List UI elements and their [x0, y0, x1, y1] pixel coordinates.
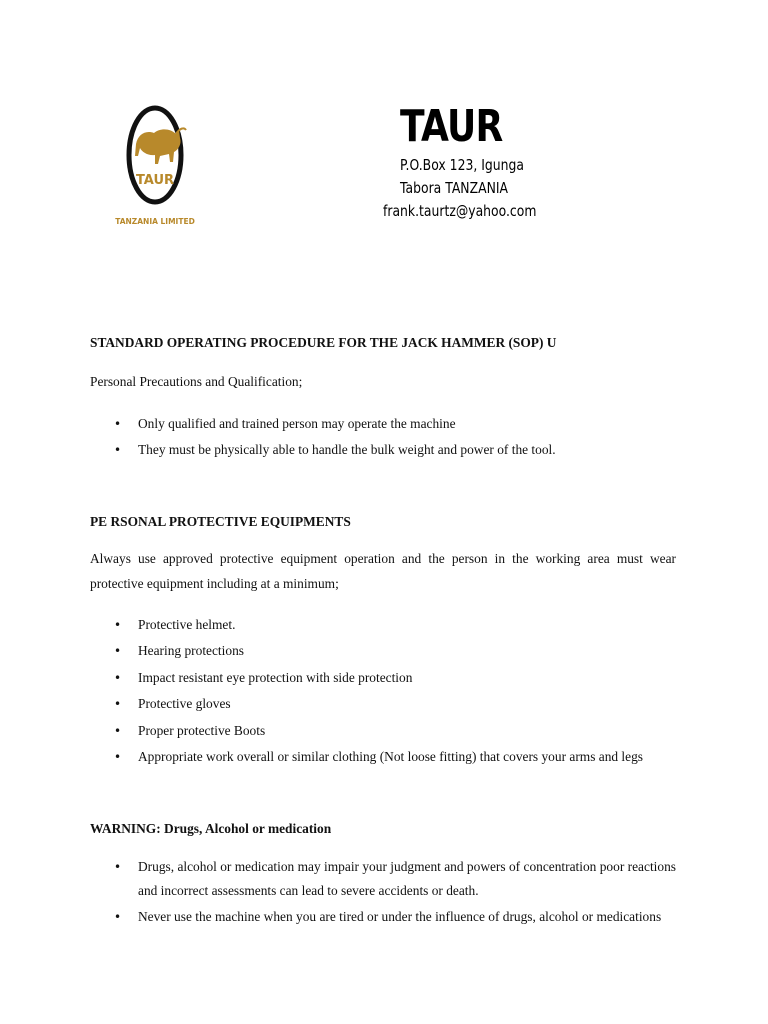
- list-item: • Impact resistant eye protection with side protection: [114, 665, 674, 691]
- list-item: • Only qualified and trained person may operate the machine: [114, 411, 674, 437]
- warning-list: [114, 855, 676, 931]
- logo-text: TAUR: [135, 173, 175, 188]
- list-item: • Protective gloves: [114, 691, 674, 717]
- bull-logo-icon: [115, 100, 195, 232]
- warning-text: Drugs, Alcohol or medication: [160, 821, 332, 836]
- document-title: STANDARD OPERATING PROCEDURE FOR THE JACK HAMMER (SOP) U: [90, 335, 557, 350]
- list-item: [114, 905, 676, 929]
- address-line-2: Tabora TANZANIA: [400, 179, 508, 197]
- list-item-text: • Never use the machine when you are tired or under the influence of drugs, alcohol or medications: [138, 909, 662, 924]
- ppe-heading: PE RSONAL PROTECTIVE EQUIPMENTS: [90, 514, 351, 529]
- company-contact-block: [380, 100, 540, 223]
- section-1-intro: Personal Precautions and Qualification;: [90, 374, 303, 389]
- company-logo: [115, 100, 195, 232]
- email-address: frank.taurtz@yahoo.com: [383, 202, 537, 220]
- list-item: • Proper protective Boots: [114, 718, 674, 744]
- list-item: • Hearing protections: [114, 638, 674, 664]
- logo-subtext: TANZANIA LIMITED: [115, 217, 195, 226]
- list-item-text: • Drugs, alcohol or medication may impair your judgment and powers of concentration poor reactions and incorrect assessments can lead to severe accidents or death.: [138, 859, 676, 898]
- address-line-1: P.O.Box 123, Igunga: [400, 156, 524, 174]
- warning-label: WARNING:: [90, 821, 161, 836]
- list-item: • Appropriate work overall or similar clothing (Not loose fitting) that covers your arms and legs: [114, 744, 674, 770]
- ppe-list: [114, 612, 674, 770]
- company-name: TAUR: [400, 101, 503, 152]
- warning-heading: [90, 821, 331, 837]
- qualification-list: [114, 411, 674, 463]
- list-item: [114, 855, 676, 903]
- list-item: • Protective helmet.: [114, 612, 674, 638]
- ppe-intro: Always use approved protective equipment operation and the person in the working area must wear protective equipment including at a minimum;: [90, 551, 676, 591]
- list-item: • They must be physically able to handle the bulk weight and power of the tool.: [114, 437, 674, 463]
